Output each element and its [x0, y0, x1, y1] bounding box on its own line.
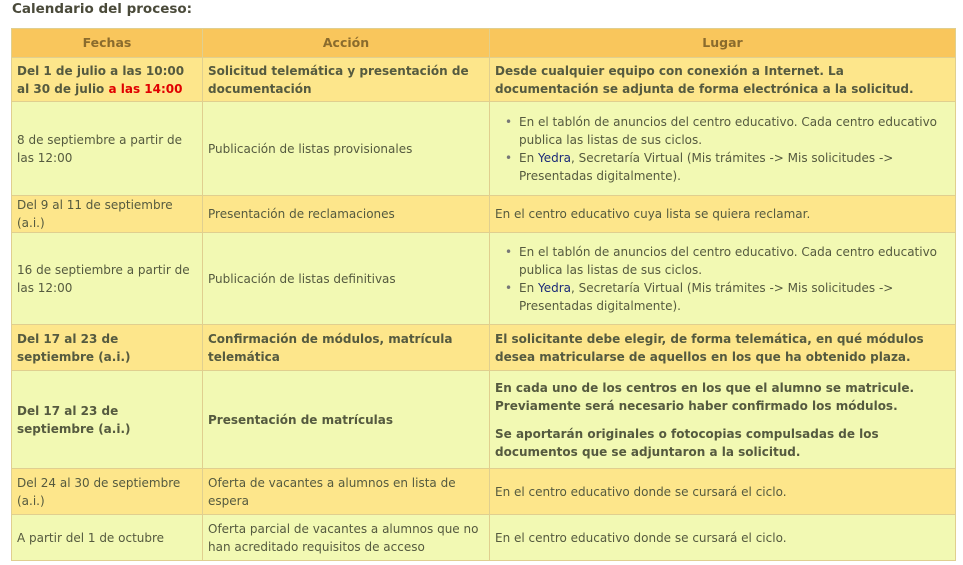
fecha-highlight: a las 14:00 [108, 81, 183, 96]
page-title: Calendario del proceso: [12, 1, 193, 17]
fecha-text: Del 1 de julio a las 10:00 al 30 de julio [17, 63, 185, 96]
cell-lugar [490, 102, 956, 196]
cell-lugar: En el centro educativo donde se cursará el ciclo. [490, 515, 956, 561]
cell-fecha: 8 de septiembre a partir de las 12:00 [12, 102, 203, 196]
lugar-list [495, 113, 950, 185]
cell-accion: Oferta parcial de vacantes a alumnos que no han acreditado requisitos de acceso [203, 515, 490, 561]
table-row [12, 371, 956, 469]
table-header-row [12, 29, 956, 58]
table-row [12, 196, 956, 233]
list-item [519, 279, 950, 315]
table-row [12, 233, 956, 325]
list-item-text: En [519, 150, 539, 165]
cell-accion: Publicación de listas provisionales [203, 102, 490, 196]
table-row [12, 515, 956, 561]
table-row [12, 58, 956, 102]
cell-lugar [490, 233, 956, 325]
cell-accion: Presentación de matrículas [203, 371, 490, 469]
cell-lugar: En el centro educativo cuya lista se quiera reclamar. [490, 196, 956, 233]
yedra-link[interactable]: Yedra [538, 150, 572, 165]
cell-accion: Oferta de vacantes a alumnos en lista de espera [203, 469, 490, 515]
table-row [12, 102, 956, 196]
cell-fecha: Del 17 al 23 de septiembre (a.i.) [12, 325, 203, 371]
list-item: • En el tablón de anuncios del centro educativo. Cada centro educativo publica las listas de sus ciclos. [519, 113, 950, 149]
list-item [519, 149, 950, 185]
cell-lugar: En el centro educativo donde se cursará el ciclo. [490, 469, 956, 515]
cell-lugar [490, 371, 956, 469]
lugar-paragraph: Se aportarán originales o fotocopias compulsadas de los documentos que se adjuntaron a la solicitud. [495, 426, 879, 459]
lugar-paragraph: En cada uno de los centros en los que el alumno se matricule. Previamente será necesario haber confirmado los módulos. [495, 380, 915, 413]
header-lugar: Lugar [490, 29, 956, 58]
calendar-table [11, 28, 956, 561]
cell-accion: Confirmación de módulos, matrícula telemática [203, 325, 490, 371]
cell-fecha: Del 9 al 11 de septiembre (a.i.) [12, 196, 203, 233]
yedra-link[interactable]: Yedra [538, 280, 572, 295]
table-row [12, 325, 956, 371]
cell-fecha: 16 de septiembre a partir de las 12:00 [12, 233, 203, 325]
cell-fecha: Del 17 al 23 de septiembre (a.i.) [12, 371, 203, 469]
list-item-text: , Secretaría Virtual (Mis trámites -> Mis solicitudes -> Presentadas digitalmente). [519, 150, 894, 183]
list-item-text: En [519, 280, 539, 295]
cell-accion: Solicitud telemática y presentación de documentación [203, 58, 490, 102]
table-row [12, 469, 956, 515]
cell-fecha: Del 24 al 30 de septiembre (a.i.) [12, 469, 203, 515]
list-item-text: , Secretaría Virtual (Mis trámites -> Mis solicitudes -> Presentadas digitalmente). [519, 280, 894, 313]
cell-lugar: Desde cualquier equipo con conexión a Internet. La documentación se adjunta de forma electrónica a la solicitud. [490, 58, 956, 102]
cell-fecha [12, 58, 203, 102]
cell-accion: Presentación de reclamaciones [203, 196, 490, 233]
list-item: • En el tablón de anuncios del centro educativo. Cada centro educativo publica las listas de sus ciclos. [519, 243, 950, 279]
cell-lugar: El solicitante debe elegir, de forma telemática, en qué módulos desea matricularse de aquellos en los que ha obtenido plaza. [490, 325, 956, 371]
header-accion: Acción [203, 29, 490, 58]
cell-accion: Publicación de listas definitivas [203, 233, 490, 325]
cell-fecha: A partir del 1 de octubre [12, 515, 203, 561]
header-fechas: Fechas [12, 29, 203, 58]
lugar-list [495, 243, 950, 315]
